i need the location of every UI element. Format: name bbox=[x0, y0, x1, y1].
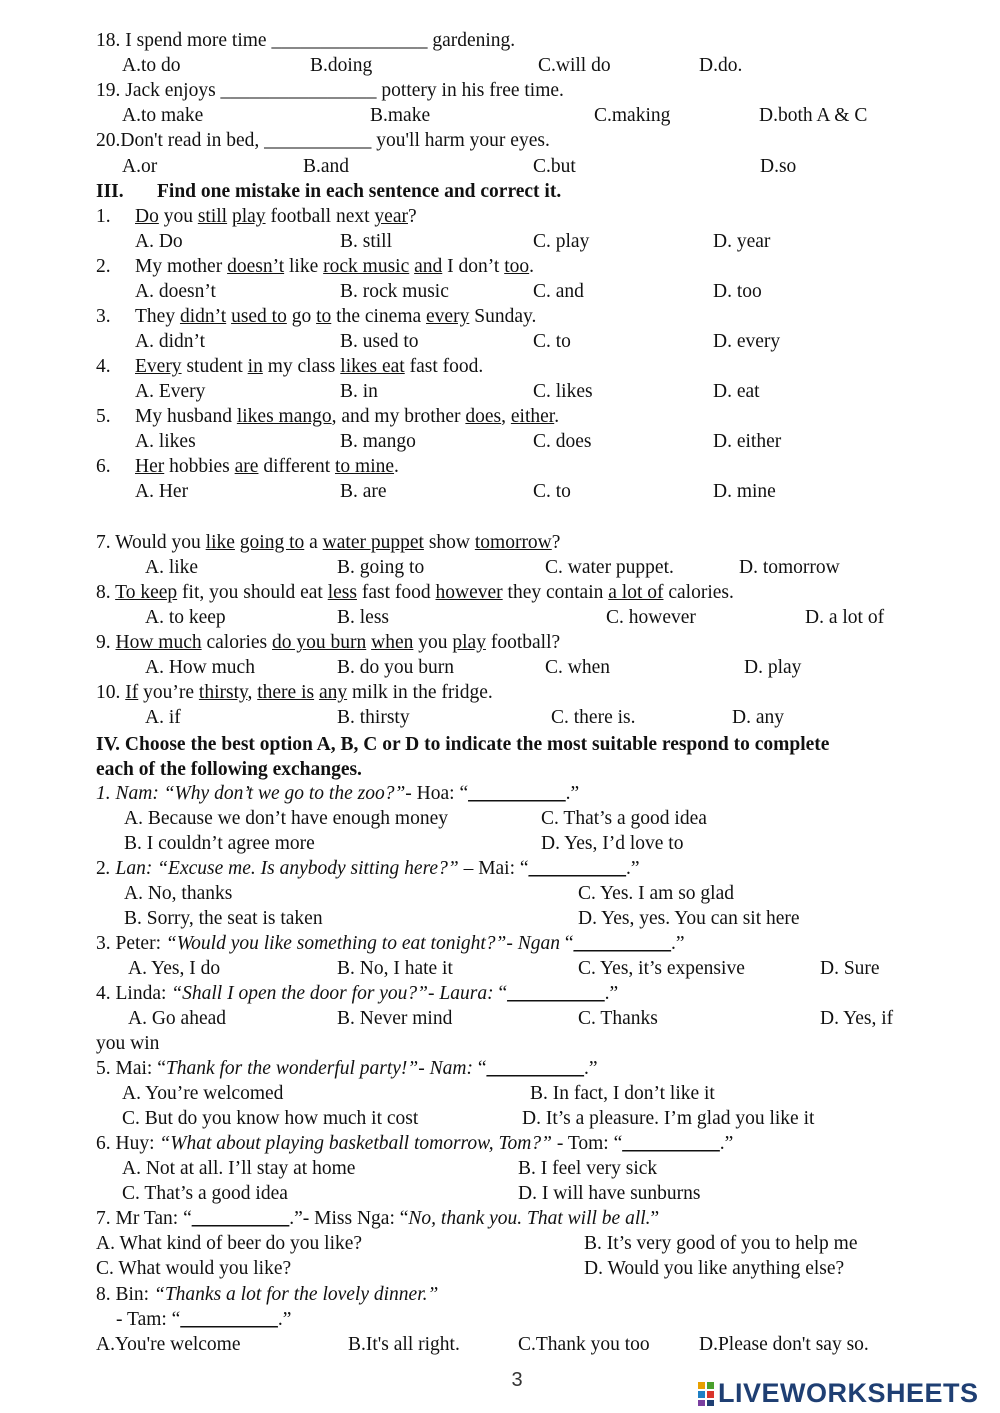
exchange-4-prompt: 4. Linda: “Shall I open the door for you?”- Laura: “__________.” bbox=[96, 983, 619, 1004]
e1-option-d: D. Yes, I’d love to bbox=[541, 833, 684, 854]
section-3-number: III. bbox=[96, 181, 124, 202]
q19-option-d: D.both A & C bbox=[759, 105, 868, 126]
mistake-4-sentence: Every student in my class likes eat fast food. bbox=[135, 356, 484, 377]
m2-option-b: B. rock music bbox=[340, 281, 449, 302]
m10-option-b: B. thirsty bbox=[337, 707, 410, 728]
m4-option-d: D. eat bbox=[713, 381, 760, 402]
e6-option-c: C. That’s a good idea bbox=[122, 1183, 288, 1204]
e2-option-b: B. Sorry, the seat is taken bbox=[124, 908, 323, 929]
m8-option-a: A. to keep bbox=[145, 607, 226, 628]
m4-option-a: A. Every bbox=[135, 381, 206, 402]
e2-option-a: A. No, thanks bbox=[124, 883, 233, 904]
m6-option-a: A. Her bbox=[135, 481, 189, 502]
liveworksheets-logo-icon bbox=[697, 1381, 715, 1407]
e8-option-b: B.It's all right. bbox=[348, 1334, 460, 1355]
m1-option-a: A. Do bbox=[135, 231, 183, 252]
e6-option-b: B. I feel very sick bbox=[518, 1158, 658, 1179]
e2-option-c: C. Yes. I am so glad bbox=[578, 883, 735, 904]
e4-option-d: D. Yes, if bbox=[820, 1008, 894, 1029]
exchange-8-reply: - Tam: “__________.” bbox=[116, 1309, 292, 1330]
question-19-stem: 19. Jack enjoys ________________ pottery in his free time. bbox=[96, 80, 564, 101]
m2-option-d: D. too bbox=[713, 281, 762, 302]
m1-option-d: D. year bbox=[713, 231, 771, 252]
q19-option-b: B.make bbox=[370, 105, 431, 126]
m10-option-a: A. if bbox=[145, 707, 181, 728]
q18-option-d: D.do. bbox=[699, 55, 743, 76]
e4-option-b: B. Never mind bbox=[337, 1008, 453, 1029]
e4-option-d-continued: you win bbox=[96, 1033, 160, 1054]
exchange-2-prompt: 2. Lan: “Excuse me. Is anybody sitting here?” – Mai: “__________.” bbox=[96, 858, 640, 879]
q20-option-d: D.so bbox=[760, 156, 797, 177]
exchange-6-prompt: 6. Huy: “What about playing basketball tomorrow, Tom?” - Tom: “__________.” bbox=[96, 1133, 734, 1154]
section-4-title-line1: IV. Choose the best option A, B, C or D to indicate the most suitable respond to complete bbox=[96, 734, 830, 755]
e3-option-b: B. No, I hate it bbox=[337, 958, 453, 979]
m10-option-d: D. any bbox=[732, 707, 784, 728]
exchange-7-prompt: 7. Mr Tan: “__________.”- Miss Nga: “No, thank you. That will be all.” bbox=[96, 1208, 660, 1229]
m9-option-a: A. How much bbox=[145, 657, 255, 678]
mistake-2-number: 2. bbox=[96, 256, 111, 277]
e7-option-b: B. It’s very good of you to help me bbox=[584, 1233, 858, 1254]
section-4-title-line2: each of the following exchanges. bbox=[96, 759, 362, 780]
q20-option-b: B.and bbox=[303, 156, 350, 177]
mistake-9-sentence: 9. How much calories do you burn when you play football? bbox=[96, 632, 561, 653]
mistake-2-sentence: My mother doesn’t like rock music and I don’t too. bbox=[135, 256, 535, 277]
liveworksheets-logo bbox=[697, 1378, 979, 1409]
m8-option-b: B. less bbox=[337, 607, 390, 628]
q18-option-a: A.to do bbox=[122, 55, 181, 76]
page-number: 3 bbox=[511, 1369, 523, 1391]
m7-option-b: B. going to bbox=[337, 557, 425, 578]
m6-option-c: C. to bbox=[533, 481, 571, 502]
m4-option-b: B. in bbox=[340, 381, 378, 402]
q20-option-a: A.or bbox=[122, 156, 158, 177]
mistake-6-sentence: Her hobbies are different to mine. bbox=[135, 456, 399, 477]
m2-option-c: C. and bbox=[533, 281, 584, 302]
m9-option-b: B. do you burn bbox=[337, 657, 454, 678]
e8-option-d: D.Please don't say so. bbox=[699, 1334, 869, 1355]
e5-option-a: A. You’re welcomed bbox=[122, 1083, 284, 1104]
e5-option-c: C. But do you know how much it cost bbox=[122, 1108, 419, 1129]
e3-option-d: D. Sure bbox=[820, 958, 880, 979]
mistake-3-sentence: They didn’t used to go to the cinema every Sunday. bbox=[135, 306, 537, 327]
e6-option-a: A. Not at all. I’ll stay at home bbox=[122, 1158, 356, 1179]
mistake-5-sentence: My husband likes mango, and my brother does, either. bbox=[135, 406, 560, 427]
q19-option-a: A.to make bbox=[122, 105, 204, 126]
mistake-7-sentence: 7. Would you like going to a water puppet show tomorrow? bbox=[96, 532, 561, 553]
m1-option-c: C. play bbox=[533, 231, 590, 252]
mistake-5-number: 5. bbox=[96, 406, 111, 427]
m9-option-c: C. when bbox=[545, 657, 610, 678]
m2-option-a: A. doesn’t bbox=[135, 281, 216, 302]
e7-option-c: C. What would you like? bbox=[96, 1258, 292, 1279]
exchange-8-prompt: 8. Bin: “Thanks a lot for the lovely dinner.” bbox=[96, 1284, 439, 1305]
e6-option-d: D. I will have sunburns bbox=[518, 1183, 701, 1204]
e5-option-d: D. It’s a pleasure. I’m glad you like it bbox=[522, 1108, 815, 1129]
mistake-10-sentence: 10. If you’re thirsty, there is any milk in the fridge. bbox=[96, 682, 493, 703]
m6-option-b: B. are bbox=[340, 481, 387, 502]
m8-option-c: C. however bbox=[606, 607, 696, 628]
e4-option-a: A. Go ahead bbox=[128, 1008, 227, 1029]
e3-option-c: C. Yes, it’s expensive bbox=[578, 958, 745, 979]
m5-option-a: A. likes bbox=[135, 431, 196, 452]
mistake-8-sentence: 8. To keep fit, you should eat less fast food however they contain a lot of calories. bbox=[96, 582, 734, 603]
exchange-1-prompt: 1. Nam: “Why don’t we go to the zoo?”- Hoa: “__________.” bbox=[96, 783, 580, 804]
e3-option-a: A. Yes, I do bbox=[128, 958, 221, 979]
m3-option-a: A. didn’t bbox=[135, 331, 206, 352]
liveworksheets-brand: LIVEWORKSHEETS bbox=[718, 1378, 979, 1408]
e2-option-d: D. Yes, yes. You can sit here bbox=[578, 908, 800, 929]
m3-option-d: D. every bbox=[713, 331, 781, 352]
m5-option-b: B. mango bbox=[340, 431, 416, 452]
mistake-1-number: 1. bbox=[96, 206, 111, 227]
mistake-1-sentence: Do you still play football next year? bbox=[135, 206, 417, 227]
mistake-3-number: 3. bbox=[96, 306, 111, 327]
e7-option-a: A. What kind of beer do you like? bbox=[96, 1233, 363, 1254]
mistake-4-number: 4. bbox=[96, 356, 111, 377]
e8-option-c: C.Thank you too bbox=[518, 1334, 650, 1355]
q18-option-c: C.will do bbox=[538, 55, 611, 76]
e8-option-a: A.You're welcome bbox=[96, 1334, 241, 1355]
q19-option-c: C.making bbox=[594, 105, 671, 126]
m5-option-d: D. either bbox=[713, 431, 782, 452]
m6-option-d: D. mine bbox=[713, 481, 776, 502]
m7-option-c: C. water puppet. bbox=[545, 557, 674, 578]
section-3-title: Find one mistake in each sentence and correct it. bbox=[157, 181, 562, 202]
m7-option-d: D. tomorrow bbox=[739, 557, 840, 578]
e1-option-c: C. That’s a good idea bbox=[541, 808, 707, 829]
m4-option-c: C. likes bbox=[533, 381, 593, 402]
m9-option-d: D. play bbox=[744, 657, 802, 678]
mistake-6-number: 6. bbox=[96, 456, 111, 477]
question-20-stem: 20.Don't read in bed, ___________ you'll harm your eyes. bbox=[96, 130, 550, 151]
q20-option-c: C.but bbox=[533, 156, 576, 177]
e1-option-a: A. Because we don’t have enough money bbox=[124, 808, 449, 829]
exchange-3-prompt: 3. Peter: “Would you like something to eat tonight?”- Ngan “__________.” bbox=[96, 933, 685, 954]
exchange-5-prompt: 5. Mai: “Thank for the wonderful party!”- Nam: “__________.” bbox=[96, 1058, 598, 1079]
m7-option-a: A. like bbox=[145, 557, 199, 578]
m8-option-d: D. a lot of bbox=[805, 607, 885, 628]
m3-option-c: C. to bbox=[533, 331, 571, 352]
question-18-stem: 18. I spend more time ________________ gardening. bbox=[96, 30, 516, 51]
m10-option-c: C. there is. bbox=[551, 707, 636, 728]
e5-option-b: B. In fact, I don’t like it bbox=[530, 1083, 715, 1104]
m3-option-b: B. used to bbox=[340, 331, 419, 352]
e4-option-c: C. Thanks bbox=[578, 1008, 658, 1029]
m1-option-b: B. still bbox=[340, 231, 393, 252]
e1-option-b: B. I couldn’t agree more bbox=[124, 833, 315, 854]
q18-option-b: B.doing bbox=[310, 55, 373, 76]
m5-option-c: C. does bbox=[533, 431, 592, 452]
e7-option-d: D. Would you like anything else? bbox=[584, 1258, 845, 1279]
